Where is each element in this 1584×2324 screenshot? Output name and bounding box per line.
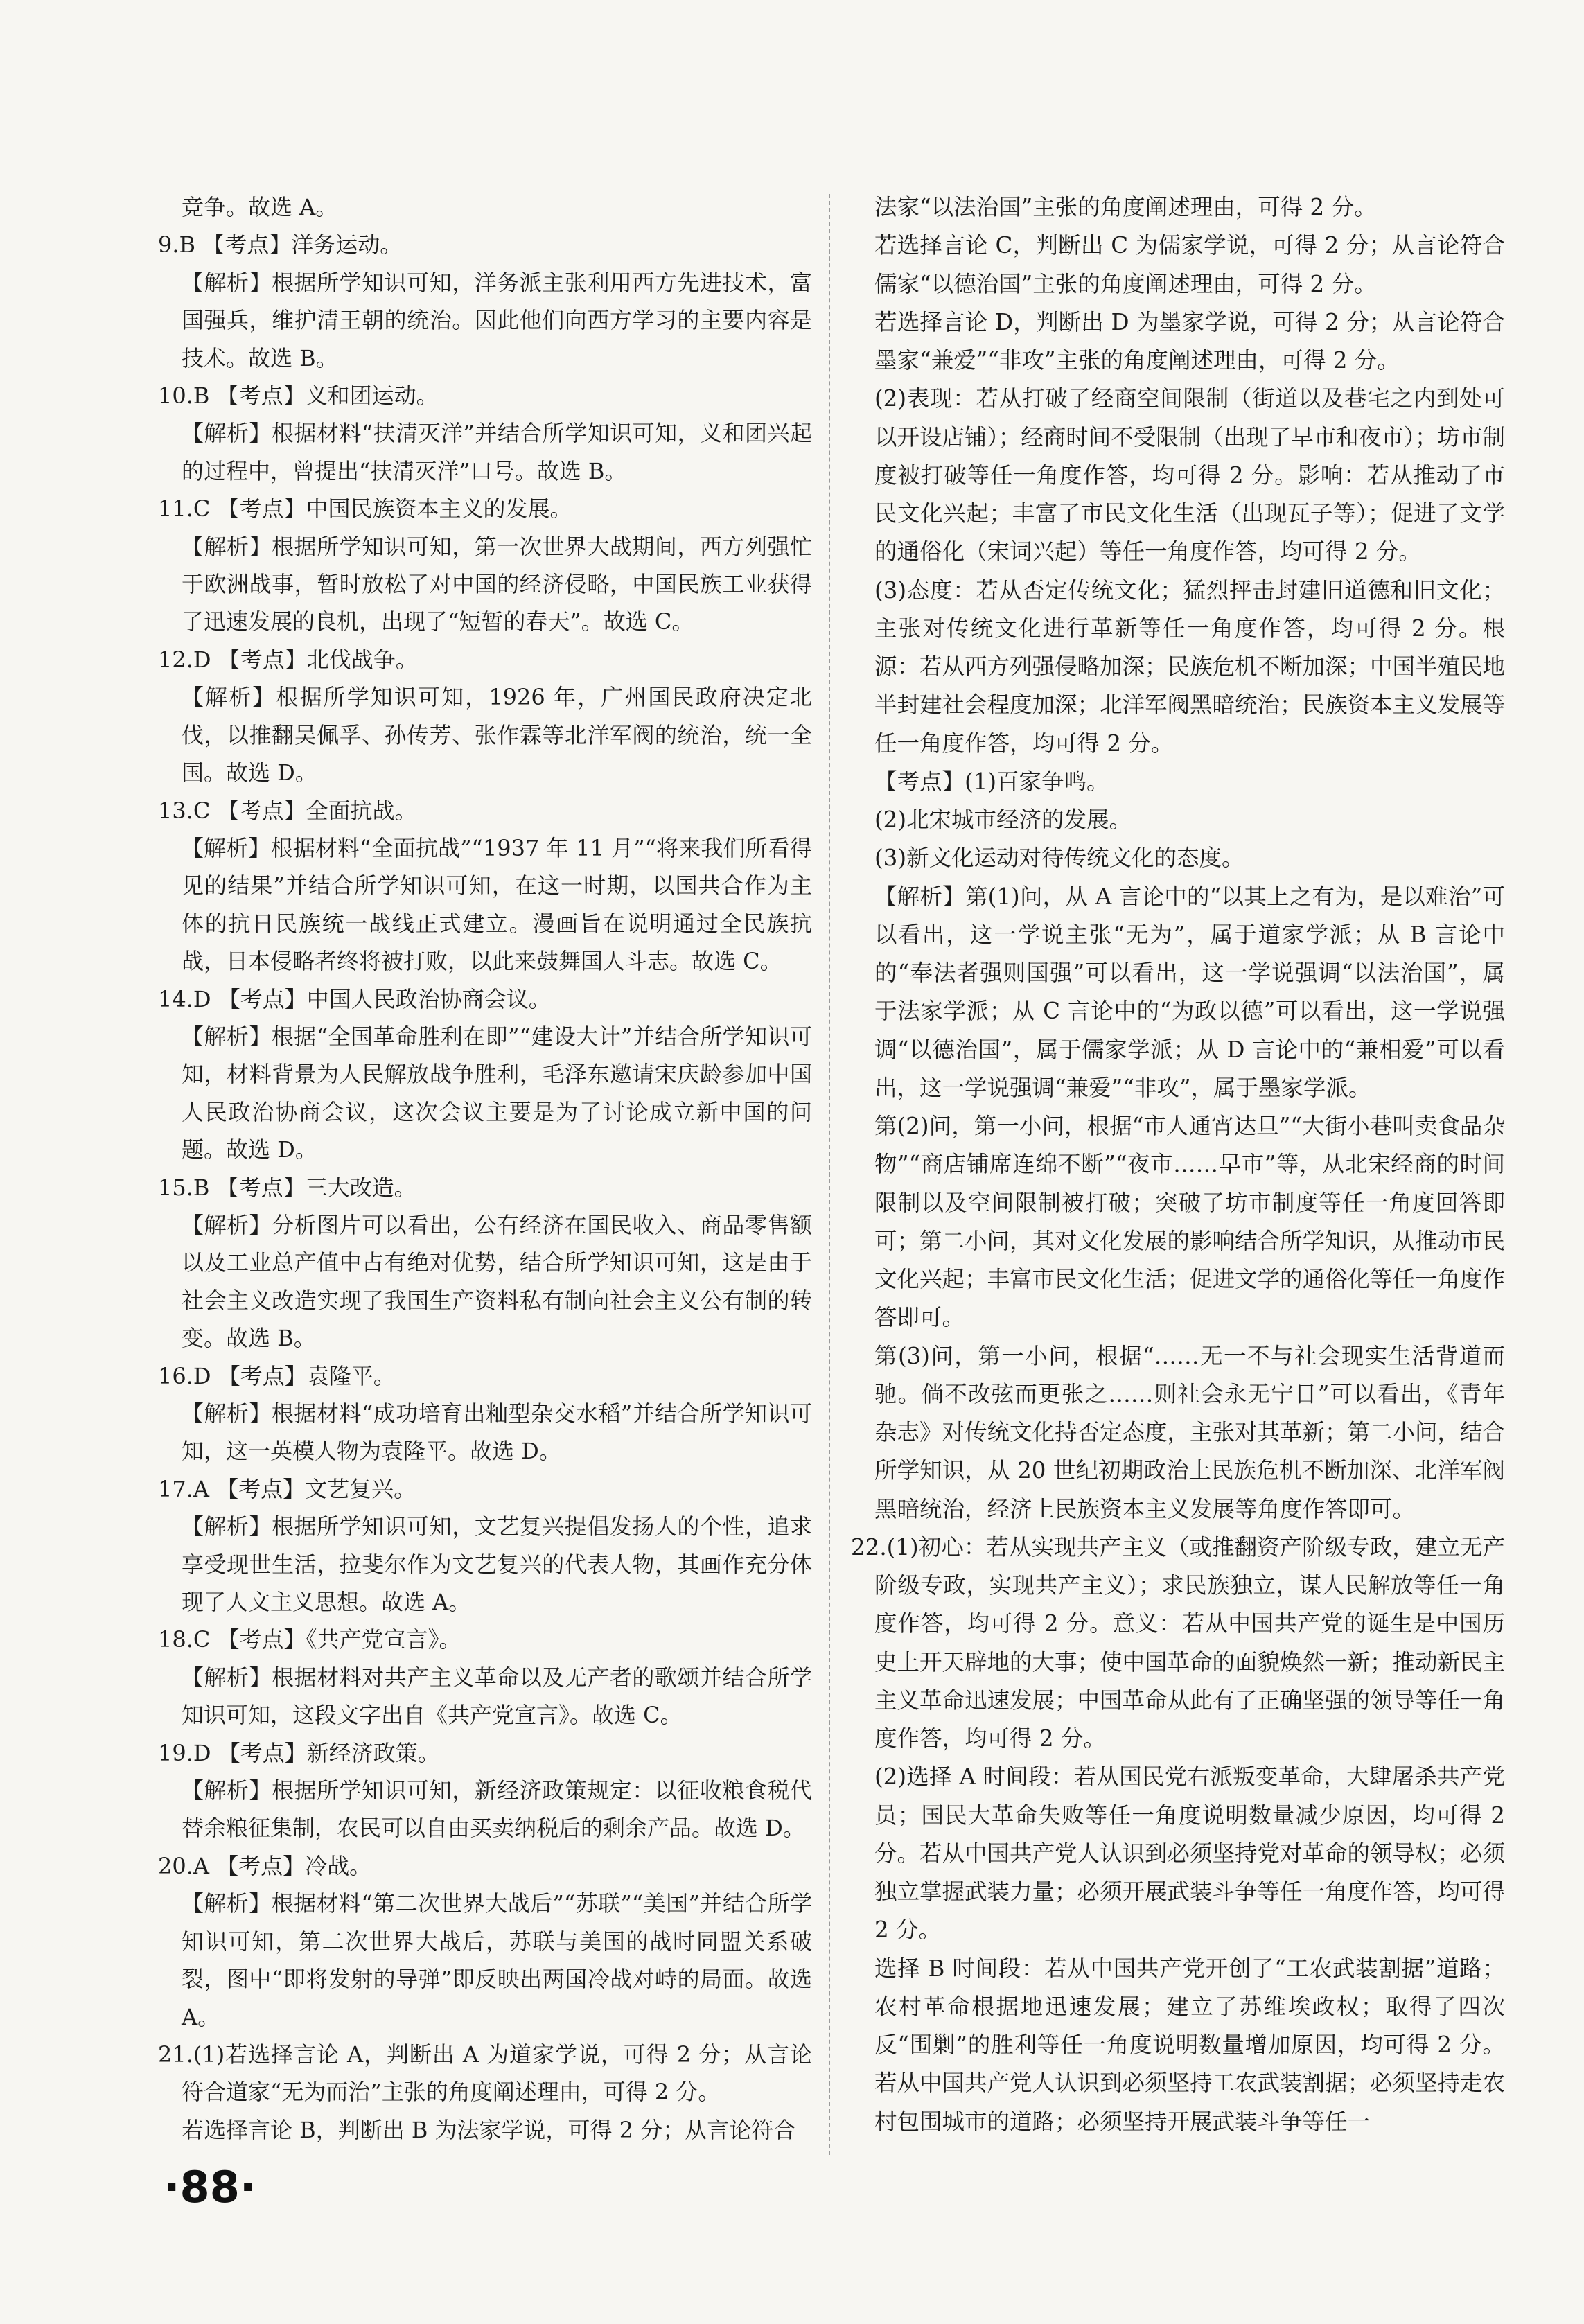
answer-paragraph: 【解析】根据所学知识可知，新经济政策规定：以征收粮食税代替余粮征集制，农民可以自由买卖纳税后的剩余产品。故选 D。 [182, 1777, 812, 1842]
answer-paragraph: 9.B 【考点】洋务运动。 [158, 231, 403, 258]
answer-paragraph: 21.(1)若选择言论 A，判断出 A 为道家学说，可得 2 分；从言论符合道家“无为而治”主张的角度阐述理由，可得 2 分。 [158, 2041, 812, 2106]
answer-paragraph: 18.C 【考点】《共产党宣言》。 [158, 1626, 461, 1653]
answer-paragraph: 法家“以法治国”主张的角度阐述理由，可得 2 分。 [874, 194, 1377, 220]
answer-paragraph: 13.C 【考点】全面抗战。 [158, 797, 417, 824]
answer-paragraph: 14.D 【考点】中国人民政治协商会议。 [158, 985, 551, 1012]
page-number: ·88· [164, 2162, 256, 2212]
answer-paragraph: 12.D 【考点】北伐战争。 [158, 646, 418, 673]
answer-paragraph: 【解析】根据所学知识可知，洋务派主张利用西方先进技术，富国强兵，维护清王朝的统治。因此他们向西方学习的主要内容是技术。故选 B。 [182, 269, 812, 371]
answer-paragraph: 【考点】(1)百家争鸣。 [874, 768, 1109, 795]
answer-paragraph: 10.B 【考点】义和团运动。 [158, 382, 439, 410]
answer-paragraph: 【解析】分析图片可以看出，公有经济在国民收入、商品零售额以及工业总产值中占有绝对优势，结合所学知识可知，这是由于社会主义改造实现了我国生产资料私有制向社会主义公有制的转变。故选 B。 [182, 1211, 812, 1352]
answer-paragraph: (3)态度：若从否定传统文化；猛烈抨击封建旧道德和旧文化；主张对传统文化进行革新等任一角度作答，均可得 2 分。根源：若从西方列强侵略加深；民族危机不断加深；中国半殖民地半封建社会程度加深；北洋军阀黑暗统治；民族资本主义发展等任一角度作答，均可得 2 分。 [874, 576, 1506, 757]
answer-paragraph: 若选择言论 C，判断出 C 为儒家学说，可得 2 分；从言论符合儒家“以德治国”主张的角度阐述理由，可得 2 分。 [874, 232, 1505, 297]
answer-paragraph: 【解析】根据所学知识可知，文艺复兴提倡发扬人的个性，追求享受现世生活，拉斐尔作为文艺复兴的代表人物，其画作充分体现了人文主义思想。故选 A。 [182, 1513, 812, 1616]
answer-paragraph: 若选择言论 D，判断出 D 为墨家学说，可得 2 分；从言论符合墨家“兼爱”“非攻”主张的角度阐述理由，可得 2 分。 [874, 308, 1505, 373]
answer-paragraph: (3)新文化运动对待传统文化的态度。 [874, 845, 1244, 872]
answer-paragraph: 20.A 【考点】冷战。 [158, 1852, 372, 1879]
answer-paragraph: 15.B 【考点】三大改造。 [158, 1174, 416, 1201]
answer-paragraph: 【解析】根据材料对共产主义革命以及无产者的歌颂并结合所学知识可知，这段文字出自《共产党宣言》。故选 C。 [182, 1664, 812, 1729]
answer-paragraph: 【解析】根据材料“全面抗战”“1937 年 11 月”“将来我们所看得见的结果”并结合所学知识可知，在这一时期，以国共合作为主体的抗日民族统一战线正式建立。漫画旨在说明通过全民族抗战，日本侵略者终将被打败，以此来鼓舞国人斗志。故选 C。 [182, 834, 812, 975]
answer-paragraph: 19.D 【考点】新经济政策。 [158, 1739, 440, 1766]
answer-paragraph: 【解析】第(1)问，从 A 言论中的“以其上之有为，是以难治”可以看出，这一学说主张“无为”，属于道家学派；从 B 言论中的“奉法者强则国强”可以看出，这一学说强调“以法治国”，属于法家学派；从 C 言论中的“为政以德”可以看出，这一学说强调“以德治国”，属于儒家学派；从 D 言论中的“兼相爱”可以看出，这一学说强调“兼爱”“非攻”，属于墨家学派。 [874, 883, 1505, 1101]
answer-paragraph: 【解析】根据材料“第二次世界大战后”“苏联”“美国”并结合所学知识可知，第二次世界大战后，苏联与美国的战时同盟关系破裂，图中“即将发射的导弹”即反映出两国冷战对峙的局面。故选 A。 [182, 1890, 812, 2030]
answer-paragraph: 竞争。故选 A。 [182, 194, 338, 220]
answer-paragraph: 【解析】根据所学知识可知，1926 年，广州国民政府决定北伐，以推翻吴佩孚、孙传芳、张作霖等北洋军阀的统治，统一全国。故选 D。 [182, 684, 812, 786]
answer-paragraph: 【解析】根据材料“扶清灭洋”并结合所学知识可知，义和团兴起的过程中，曾提出“扶清灭洋”口号。故选 B。 [182, 420, 812, 484]
answer-paragraph: 【解析】根据“全国革命胜利在即”“建设大计”并结合所学知识可知，材料背景为人民解放战争胜利，毛泽东邀请宋庆龄参加中国人民政治协商会议，这次会议主要是为了讨论成立新中国的问题。故选 D。 [182, 1023, 812, 1163]
left-column [158, 188, 812, 2149]
answer-paragraph: 11.C 【考点】中国民族资本主义的发展。 [158, 495, 572, 522]
column-divider [829, 194, 830, 2155]
right-column [851, 188, 1505, 2141]
answer-paragraph: 选择 B 时间段：若从中国共产党开创了“工农武装割据”道路；农村革命根据地迅速发展；建立了苏维埃政权；取得了四次反“围剿”的胜利等任一角度说明数量增加原因，均可得 2 分。若从中国共产党人认识到必须坚持工农武装割据；必须坚持走农村包围城市的道路；必须坚持开展武装斗争等任一 [874, 1955, 1506, 2135]
answer-paragraph: (2)北宋城市经济的发展。 [874, 807, 1132, 833]
answer-paragraph: 16.D 【考点】袁隆平。 [158, 1362, 396, 1389]
answer-paragraph: 【解析】根据材料“成功培育出籼型杂交水稻”并结合所学知识可知，这一英模人物为袁隆平。故选 D。 [182, 1400, 812, 1465]
answer-paragraph: 【解析】根据所学知识可知，第一次世界大战期间，西方列强忙于欧洲战事，暂时放松了对中国的经济侵略，中国民族工业获得了迅速发展的良机，出现了“短暂的春天”。故选 C。 [182, 533, 812, 635]
answer-paragraph: 17.A 【考点】文艺复兴。 [158, 1475, 416, 1502]
answer-paragraph: 第(3)问，第一小问，根据“……无一不与社会现实生活背道而驰。倘不改弦而更张之……则社会永无宁日”可以看出，《青年杂志》对传统文化持否定态度，主张对其革新；第二小问，结合所学知识，从 20 世纪初期政治上民族危机不断加深、北洋军阀黑暗统治，经济上民族资本主义发展等角度作答即可。 [874, 1342, 1506, 1522]
answer-paragraph: (2)选择 A 时间段：若从国民党右派叛变革命，大肆屠杀共产党员；国民大革命失败等任一角度说明数量减少原因，均可得 2 分。若从中国共产党人认识到必须坚持党对革命的领导权；必须独立掌握武装力量；必须开展武装斗争等任一角度作答，均可得 2 分。 [874, 1763, 1506, 1944]
answer-paragraph: 22.(1)初心：若从实现共产主义（或推翻资产阶级专政，建立无产阶级专政，实现共产主义）；求民族独立，谋人民解放等任一角度作答，均可得 2 分。意义：若从中国共产党的诞生是中国历史上开天辟地的大事；使中国革命的面貌焕然一新；推动新民主主义革命迅速发展；中国革命从此有了正确坚强的领导等任一角度作答，均可得 2 分。 [851, 1533, 1506, 1752]
answer-paragraph: 第(2)问，第一小问，根据“市人通宵达旦”“大街小巷叫卖食品杂物”“商店铺席连绵不断”“夜市……早市”等，从北宋经商的时间限制以及空间限制被打破；突破了坊市制度等任一角度回答即可；第二小问，其对文化发展的影响结合所学知识，从推动市民文化兴起；丰富市民文化生活；促进文学的通俗化等任一角度作答即可。 [874, 1113, 1506, 1331]
answer-paragraph: 若选择言论 B，判断出 B 为法家学说，可得 2 分；从言论符合 [182, 2116, 796, 2143]
answer-paragraph: (2)表现：若从打破了经商空间限制（街道以及巷宅之内到处可以开设店铺）；经商时间不受限制（出现了早市和夜市）；坊市制度被打破等任一角度作答，均可得 2 分。影响：若从推动了市民文化兴起；丰富了市民文化生活（出现瓦子等）；促进了文学的通俗化（宋词兴起）等任一角度作答，均可得 2 分。 [874, 385, 1506, 565]
